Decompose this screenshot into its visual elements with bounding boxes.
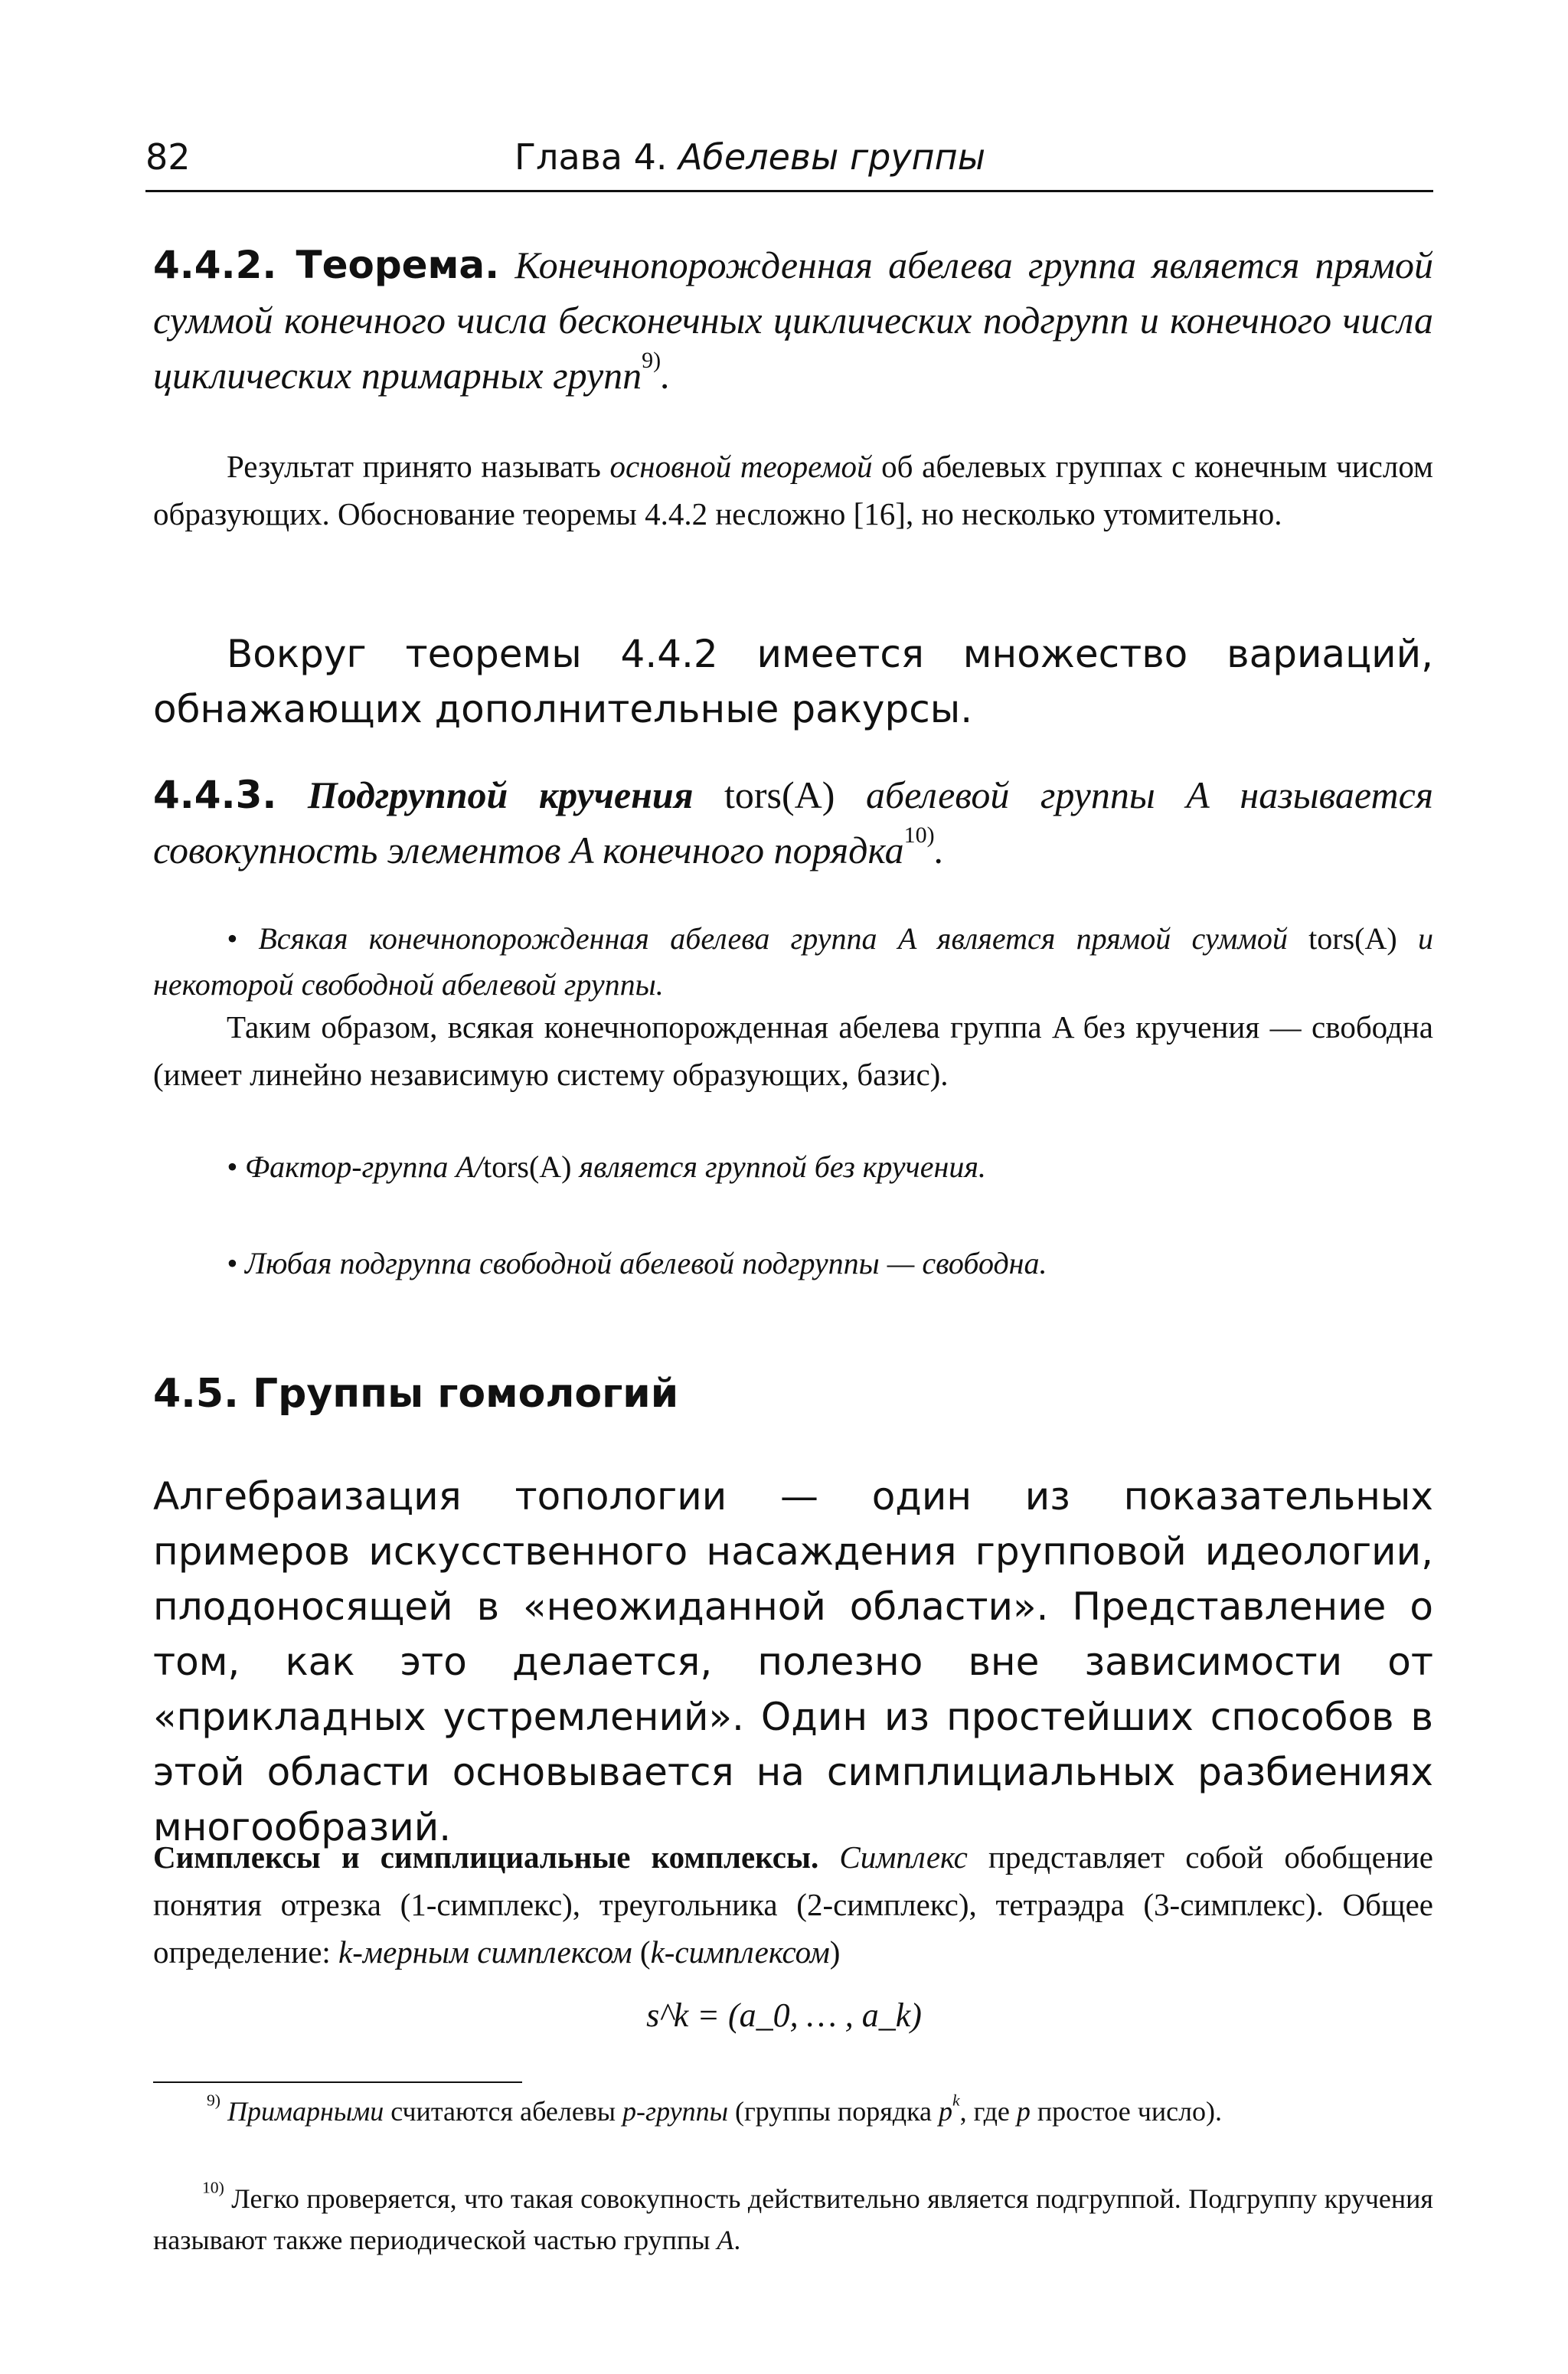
definition-number: 4.4.3. [153,773,277,817]
footnote-ref-9[interactable]: 9) [642,348,662,373]
definition-term: Подгруппой кручения [307,773,694,816]
paragraph-variations: Вокруг теоремы 4.4.2 имеется множество вариаций, обнажающих дополнительные ракурсы. [153,632,1433,731]
bullet-subgroup-free: • Любая подгруппа свободной абелевой подгруппы — свободна. [227,1246,1047,1280]
definition-4-4-3: 4.4.3. Подгруппой кручения tors(A) абелевой группы A называется совокупность элементов A конечного порядка$^{10)}$. [153,773,1434,871]
page-number: 82 [145,136,191,178]
footnote-10: $^{10)}$ Легко проверяется, что такая совокупность действительно является подгруппой. Подгруппу кручения называют также периодической частью группы A. [153,2178,1433,2255]
footnote-ref-10[interactable]: 10) [903,822,935,848]
theorem-4-4-2: 4.4.2. Теорема. Конечнопорожденная абелева группа является прямой суммой конечного числа бесконечных циклических подгрупп и конечного числа циклических примарных групп$^{9)}$. [153,243,1434,397]
footnote-9: $^{9)}$ Примарными считаются абелевы p-группы (группы порядка $p^k$, где p простое число). [207,2091,1223,2127]
bullet-factor-group: • Фактор-группа A/tors(A) является группой без кручения. [227,1149,986,1184]
paragraph-simplices: Симплексы и симплициальные комплексы. Симплекс представляет собой обобщение понятия отрезка (1-симплекс), треугольника (2-симплекс), тетраэдра (3-симплекс). Общее определение: k-мерным симплексом (k-симплексом) [153,1839,1433,1970]
theorem-number: 4.4.2. Теорема. [153,243,500,287]
simplex-formula: s^k = (a_0, … , a_k) [646,1996,922,2034]
running-header [145,136,1432,191]
theorem-text: Конечнопорожденная абелева группа является прямой суммой конечного числа бесконечных циклических подгрупп и конечного числа циклических примарных групп [153,244,1434,397]
paragraph-torsion-free: Таким образом, всякая конечнопорожденная абелева группа A без кручения — свободна (имеет линейно независимую систему образующих, базис). [153,1009,1433,1092]
footnote-rule [153,2081,522,2083]
header-rule [145,190,1433,192]
running-title: Глава 4. Абелевы группы [514,136,986,178]
bullet-direct-sum: • Всякая конечнопорожденная абелева группа A является прямой суммой tors(A) и некоторой свободной абелевой группы. [153,921,1433,1002]
paragraph-main-theorem: Результат принято называть основной теоремой об абелевых группах с конечным числом образующих. Обоснование теоремы 4.4.2 несложно [16], но несколько утомительно. [153,449,1433,531]
paragraph-algebraization: Алгебраизация топологии — один из показательных примеров искусственного насаждения групповой идеологии, плодоносящей в «неожиданной области». Представление о том, как это делается, полезно вне зависимости от «прикладных устремлений». Один из простейших способов в этой области основывается на симплициальных разбиениях многообразий. [153,1474,1433,1849]
section-title: 4.5. Группы гомологий [153,1371,679,1417]
